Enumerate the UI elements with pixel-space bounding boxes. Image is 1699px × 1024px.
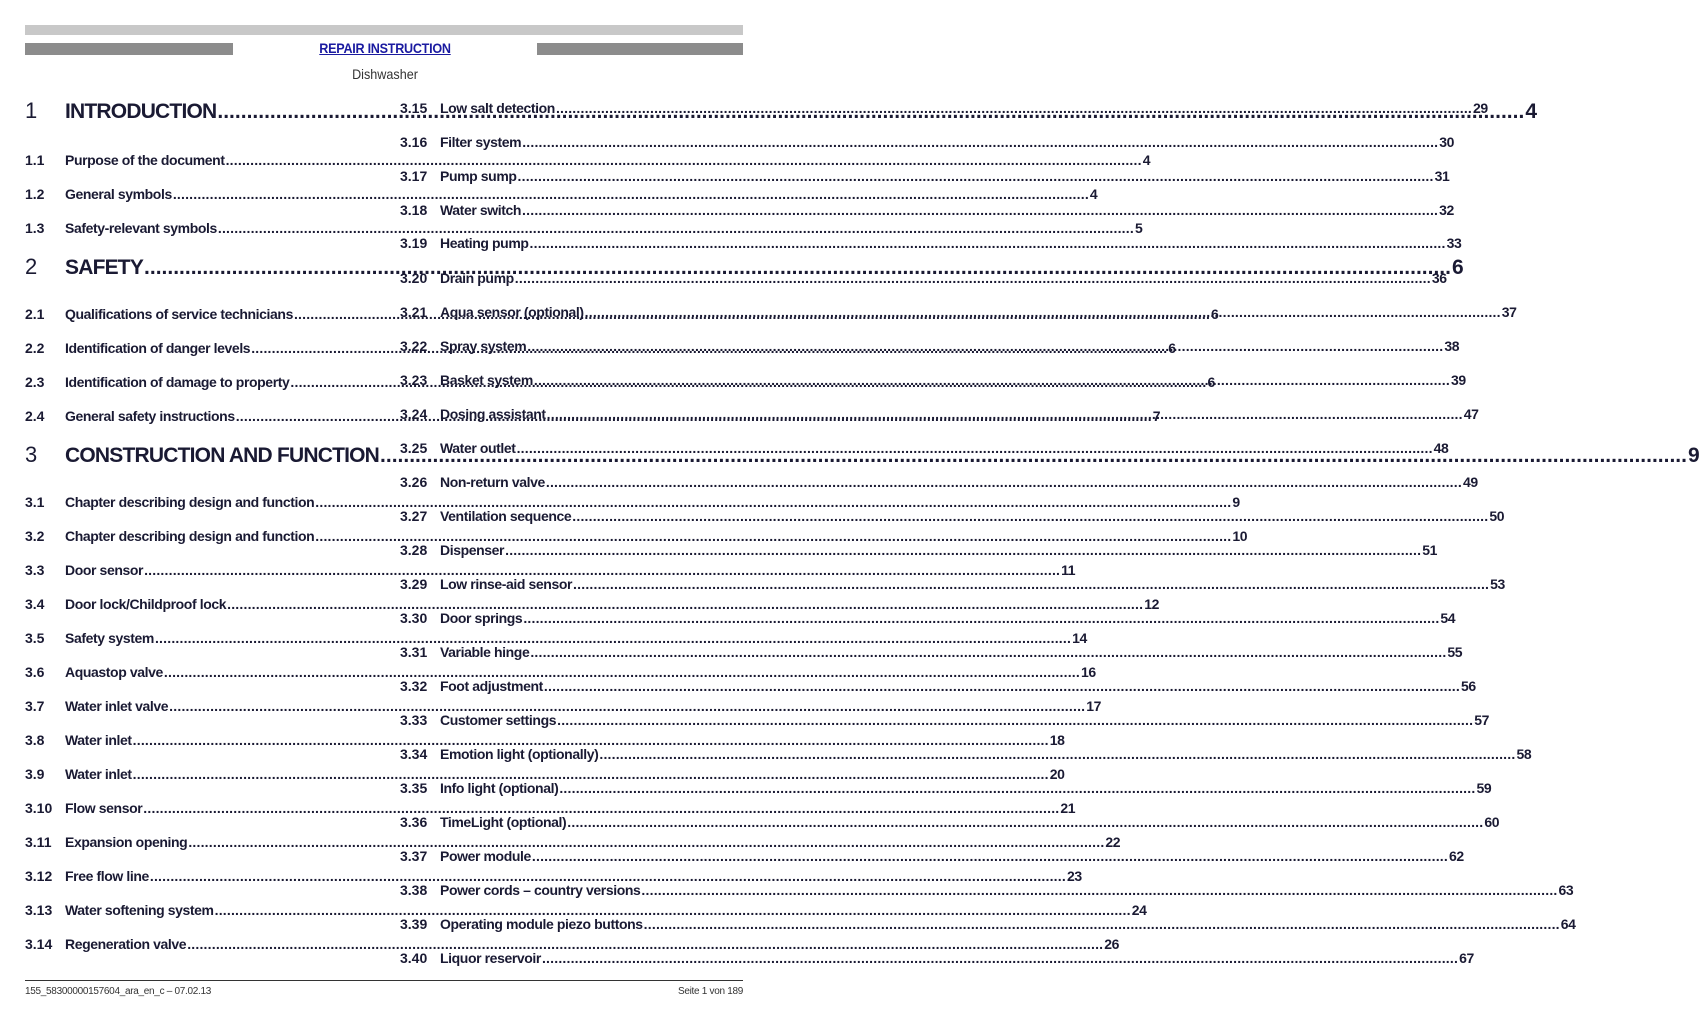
toc-entry-page-number: 48 [1433,440,1449,456]
toc-entry-number: 3.12 [25,868,53,884]
toc-entry-number: 1.3 [25,220,45,236]
toc-entry-title: Spray system [440,338,527,354]
toc-entry[interactable] [25,494,1240,510]
toc-entry-text [65,186,1097,202]
toc-entry-text [440,270,1447,286]
footer-divider [25,980,743,981]
toc-entry-text [440,780,1491,796]
toc-entry-text [440,168,1449,184]
toc-entry[interactable] [400,542,1437,558]
toc-entry[interactable] [400,916,1576,932]
toc-entry[interactable] [400,576,1505,592]
toc-entry-text [440,235,1461,251]
toc-entry-number: 3.8 [25,732,45,748]
toc-entry[interactable] [25,596,1159,612]
toc-entry-title: Filter system [440,134,522,150]
toc-dot-leader [532,848,1448,864]
toc-entry-title: Door sensor [65,562,144,578]
toc-entry-text [440,712,1489,728]
toc-entry-number: 3.27 [400,508,428,524]
toc-entry-number: 3.18 [400,202,428,218]
toc-entry[interactable] [25,152,1151,168]
toc-entry-number: 2.4 [25,408,45,424]
toc-entry-page-number: 24 [1131,902,1147,918]
toc-entry-title: Variable hinge [440,644,530,660]
toc-entry-number: 3.1 [25,494,45,510]
toc-entry-number: 3 [25,442,38,467]
toc-entry[interactable] [25,562,1076,578]
toc-entry[interactable] [400,270,1447,286]
toc-entry-number: 2.2 [25,340,45,356]
toc-entry-title: Low salt detection [440,100,555,116]
toc-entry-text [440,746,1531,762]
toc-entry[interactable] [400,338,1460,354]
toc-entry[interactable] [400,406,1479,422]
toc-dot-leader [585,304,1501,320]
toc-entry-title: Purpose of the document [65,152,225,168]
toc-entry-page-number: 17 [1086,698,1102,714]
toc-entry[interactable] [25,664,1096,680]
toc-entry-page-number: 51 [1422,542,1437,558]
toc-dot-leader [523,610,1439,626]
toc-entry-page-number: 20 [1049,766,1065,782]
toc-entry[interactable] [25,936,1120,952]
toc-entry-title: Flow sensor [65,800,143,816]
toc-entry[interactable] [400,440,1449,456]
toc-entry-page-number: 6 [1211,306,1219,322]
toc-entry[interactable] [25,800,1076,816]
toc-entry-number: 3.3 [25,562,45,578]
toc-entry-number: 3.26 [400,474,428,490]
toc-entry-page-number: 23 [1066,868,1082,884]
toc-entry[interactable] [25,698,1102,714]
toc-entry-title: Liquor reservoir [440,950,541,966]
toc-entry-text [65,152,1150,168]
toc-entry-title: Ventilation sequence [440,508,572,524]
toc-dot-leader [515,270,1431,286]
toc-entry-text [440,474,1478,490]
toc-entry-number: 2.3 [25,374,45,390]
toc-entry-number: 3.6 [25,664,45,680]
toc-entry-title: Door springs [440,610,523,626]
toc-entry-title: Free flow line [65,868,149,884]
toc-entry-number: 3.2 [25,528,45,544]
toc-entry[interactable] [400,100,1488,116]
toc-entry-title: Water inlet valve [65,698,169,714]
toc-dot-leader [518,168,1434,184]
toc-entry-page-number: 55 [1447,644,1463,660]
toc-dot-leader [644,916,1560,932]
toc-entry-text [440,542,1437,558]
toc-dot-leader [522,202,1438,218]
toc-entry-page-number: 6 [1168,340,1176,356]
toc-entry-number: 3.25 [400,440,428,456]
toc-entry[interactable] [400,644,1463,660]
toc-entry-page-number: 58 [1516,746,1532,762]
toc-entry-title: Water inlet [65,732,132,748]
toc-entry-page-number: 59 [1476,780,1492,796]
toc-entry-page-number: 39 [1450,372,1466,388]
toc-dot-leader [517,440,1433,456]
toc-entry-number: 2.1 [25,306,45,322]
toc-entry-title: Safety-relevant symbols [65,220,217,236]
toc-entry-title: Power cords – country versions [440,882,641,898]
toc-entry-number: 3.35 [400,780,428,796]
toc-entry-title: Safety system [65,630,154,646]
toc-entry-text [440,950,1474,966]
toc-entry-text [440,678,1476,694]
toc-entry-text [440,406,1479,422]
toc-entry-page-number: 4 [1525,100,1537,123]
toc-entry-page-number: 67 [1459,950,1474,966]
toc-entry-title: Chapter describing design and function [65,494,315,510]
toc-dot-leader [530,644,1446,660]
toc-entry-title: Info light (optional) [440,780,559,796]
toc-dot-leader [573,576,1489,592]
toc-entry-number: 3.37 [400,848,428,864]
toc-entry-text [440,644,1462,660]
toc-entry-number: 3.16 [400,134,428,150]
toc-entry-title: Emotion light (optionally) [440,746,599,762]
toc-entry-page-number: 49 [1462,474,1478,490]
toc-entry-page-number: 5 [1134,220,1143,236]
toc-entry-number: 3.38 [400,882,428,898]
toc-entry-title: General safety instructions [65,408,235,424]
toc-entry-title: Identification of damage to property [65,374,290,390]
toc-entry-title: Water softening system [65,902,214,918]
toc-entry-page-number: 7 [1152,408,1161,424]
toc-entry-number: 3.20 [400,270,428,286]
toc-dot-leader [173,186,1089,202]
toc-entry-page-number: 57 [1474,712,1489,728]
toc-entry-title: SAFETY [65,256,144,279]
toc-dot-leader [559,780,1475,796]
toc-entry-text [440,576,1505,592]
toc-entry-number: 3.4 [25,596,45,612]
toc-entry[interactable] [400,848,1464,864]
toc-entry-page-number: 30 [1439,134,1455,150]
toc-entry[interactable] [25,630,1087,646]
toc-dot-leader [641,882,1557,898]
toc-entry-title: Basket system [440,372,533,388]
toc-dot-leader [534,372,1450,388]
toc-entry[interactable] [400,712,1489,728]
toc-entry-title: Water switch [440,202,522,218]
toc-entry-number: 3.24 [400,406,428,422]
toc-entry-page-number: 26 [1104,936,1120,952]
toc-entry-number: 3.7 [25,698,45,714]
toc-entry-number: 3.22 [400,338,428,354]
toc-entry-page-number: 18 [1049,732,1065,748]
toc-entry-text [440,372,1466,388]
toc-entry-number: 3.15 [400,100,428,116]
toc-entry-page-number: 29 [1473,100,1488,116]
toc-entry-title: Regeneration valve [65,936,187,952]
toc-entry[interactable] [400,780,1492,796]
toc-dot-leader [542,950,1458,966]
toc-entry[interactable] [400,304,1517,320]
toc-entry-page-number: 14 [1072,630,1087,646]
toc-entry-title: Water inlet [65,766,132,782]
toc-entry-number: 1 [25,98,38,123]
toc-entry-title: Customer settings [440,712,557,728]
toc-entry-title: Pump sump [440,168,517,184]
toc-entry-title: Identification of danger levels [65,340,251,356]
toc-entry-number: 3.13 [25,902,53,918]
toc-entry-page-number: 64 [1560,916,1576,932]
toc-entry-page-number: 4 [1142,152,1151,168]
toc-dot-leader [556,100,1472,116]
toc-entry-page-number: 9 [1232,494,1240,510]
toc-dot-leader [544,678,1460,694]
toc-entry-text [440,848,1464,864]
document-subtitle: Dishwasher [352,66,418,82]
toc-entry-number: 3.10 [25,800,53,816]
toc-dot-leader [546,474,1462,490]
toc-entry-page-number: 63 [1558,882,1574,898]
toc-entry-page-number: 6 [1451,256,1463,279]
header-top-bar [25,25,743,35]
toc-dot-leader [547,406,1463,422]
toc-entry[interactable] [400,474,1478,490]
toc-entry-text [440,440,1448,456]
toc-entry[interactable] [400,746,1532,762]
toc-entry-number: 2 [25,254,38,279]
toc-entry-number: 3.34 [400,746,428,762]
toc-entry-number: 3.36 [400,814,428,830]
toc-entry[interactable] [25,868,1082,884]
toc-entry-page-number: 47 [1463,406,1479,422]
toc-entry-text [440,304,1517,320]
toc-entry-title: General symbols [65,186,172,202]
toc-entry-page-number: 37 [1501,304,1517,320]
toc-dot-leader [557,712,1473,728]
toc-entry-text [440,338,1459,354]
toc-entry[interactable] [400,678,1476,694]
toc-entry-title: INTRODUCTION [65,100,217,123]
toc-entry-page-number: 22 [1105,834,1121,850]
toc-entry-number: 3.39 [400,916,428,932]
toc-dot-leader [226,152,1142,168]
toc-entry-title: Aqua sensor (optional) [440,304,584,320]
toc-entry-number: 3.33 [400,712,428,728]
toc-dot-leader [218,220,1134,236]
toc-entry-page-number: 12 [1144,596,1159,612]
toc-entry-number: 3.28 [400,542,428,558]
toc-entry-page-number: 60 [1484,814,1500,830]
toc-entry-page-number: 36 [1431,270,1447,286]
toc-entry-page-number: 62 [1448,848,1464,864]
toc-entry-page-number: 38 [1444,338,1460,354]
toc-entry-title: TimeLight (optional) [440,814,567,830]
toc-entry-text [440,916,1576,932]
toc-entry-title: Drain pump [440,270,514,286]
toc-entry-number: 3.31 [400,644,428,660]
toc-entry[interactable] [25,186,1098,202]
toc-entry-page-number: 54 [1440,610,1456,626]
toc-entry-page-number: 6 [1207,374,1215,390]
toc-entry[interactable] [25,834,1121,850]
toc-entry-title: CONSTRUCTION AND FUNCTION [65,444,380,467]
toc-entry-number: 3.19 [400,235,428,251]
document-title: REPAIR INSTRUCTION [319,40,451,56]
toc-entry-title: Expansion opening [65,834,188,850]
toc-entry-title: Door lock/Childproof lock [65,596,227,612]
toc-entry[interactable] [400,168,1450,184]
toc-entry-text [440,202,1454,218]
toc-entry-page-number: 31 [1434,168,1450,184]
toc-entry-page-number: 50 [1489,508,1505,524]
toc-entry[interactable] [25,902,1147,918]
toc-entry[interactable] [400,372,1466,388]
toc-entry-page-number: 4 [1089,186,1098,202]
toc-entry-title: Power module [440,848,531,864]
toc-entry-number: 3.32 [400,678,428,694]
toc-entry-number: 3.17 [400,168,428,184]
toc-entry-number: 3.21 [400,304,428,320]
toc-entry[interactable] [400,235,1462,251]
toc-entry-title: Low rinse-aid sensor [440,576,573,592]
toc-entry-title: Operating module piezo buttons [440,916,643,932]
toc-entry-text [65,220,1142,236]
toc-entry[interactable] [25,528,1248,544]
toc-entry[interactable] [400,202,1454,218]
toc-entry-title: Chapter describing design and function [65,528,315,544]
toc-entry-title: Water outlet [440,440,516,456]
toc-dot-leader [599,746,1515,762]
toc-entry-page-number: 33 [1446,235,1462,251]
toc-entry-number: 1.2 [25,186,45,202]
toc-entry-number: 3.23 [400,372,428,388]
toc-entry-text [440,882,1573,898]
toc-entry-text [440,134,1454,150]
toc-entry[interactable] [400,134,1455,150]
toc-entry[interactable] [400,610,1456,626]
toc-dot-leader [522,134,1438,150]
footer-page-info: Seite 1 von 189 [678,986,743,997]
toc-dot-leader [505,542,1421,558]
toc-entry-title: Qualifications of service technicians [65,306,293,322]
toc-entry[interactable] [400,882,1574,898]
toc-entry[interactable] [25,732,1065,748]
toc-entry-number: 3.14 [25,936,53,952]
toc-entry[interactable] [25,220,1143,236]
toc-dot-leader [530,235,1446,251]
toc-entry-page-number: 16 [1080,664,1096,680]
toc-entry-number: 3.40 [400,950,428,966]
toc-entry-page-number: 53 [1490,576,1505,592]
toc-entry-page-number: 21 [1060,800,1076,816]
header-right-bar [537,43,743,55]
toc-entry[interactable] [25,766,1065,782]
toc-entry-number: 3.9 [25,766,45,782]
toc-entry-page-number: 11 [1061,562,1076,578]
footer-document-id: 155_58300000157604_ara_en_c – 07.02.13 [25,986,212,997]
toc-entry[interactable] [400,950,1474,966]
toc-entry-title: Dispenser [440,542,505,558]
toc-entry-title: Dosing assistant [440,406,546,422]
toc-entry-title: Heating pump [440,235,529,251]
toc-entry[interactable] [400,814,1500,830]
toc-entry-text [440,610,1455,626]
toc-entry-page-number: 56 [1460,678,1476,694]
toc-entry-number: 3.5 [25,630,45,646]
toc-dot-leader [572,508,1488,524]
toc-dot-leader [567,814,1483,830]
toc-entry-number: 1.1 [25,152,45,168]
toc-entry-title: Aquastop valve [65,664,163,680]
toc-entry-title: Non-return valve [440,474,545,490]
toc-entry-text [440,100,1488,116]
toc-entry-page-number: 9 [1687,444,1699,467]
toc-entry-number: 3.11 [25,834,52,850]
toc-entry-page-number: 32 [1439,202,1454,218]
toc-dot-leader [527,338,1443,354]
toc-entry[interactable] [400,508,1505,524]
toc-entry-text [440,814,1499,830]
toc-entry-number: 3.29 [400,576,428,592]
header-left-bar [25,43,233,55]
toc-entry-page-number: 10 [1232,528,1248,544]
toc-entry-text [440,508,1504,524]
toc-entry-number: 3.30 [400,610,428,626]
toc-entry-title: Foot adjustment [440,678,543,694]
